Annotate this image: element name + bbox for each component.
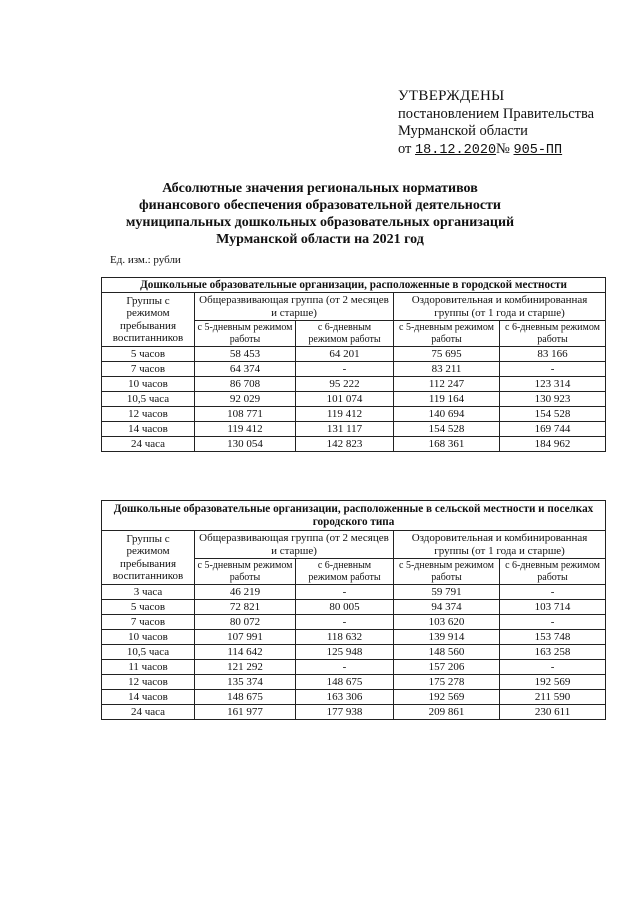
row-duration-cell: 10 часов <box>102 377 195 392</box>
value-cell: 83 211 <box>394 362 500 377</box>
value-cell: 58 453 <box>195 347 296 362</box>
approval-date: 18.12.2020 <box>415 142 497 158</box>
value-cell: 211 590 <box>500 690 606 705</box>
value-cell: 59 791 <box>394 585 500 600</box>
value-cell: 114 642 <box>195 645 296 660</box>
approval-date-line <box>398 141 628 160</box>
row-duration-cell: 10 часов <box>102 630 195 645</box>
five-day-header: с 5-дневным режимом работы <box>394 559 500 585</box>
value-cell: 64 201 <box>296 347 394 362</box>
value-cell: - <box>296 362 394 377</box>
table-row <box>102 600 606 615</box>
table-row <box>102 362 606 377</box>
urban-caption: Дошкольные образовательные организации, расположенные в городской местности <box>102 278 606 293</box>
value-cell: 177 938 <box>296 705 394 720</box>
row-duration-cell: 3 часа <box>102 585 195 600</box>
table-row <box>102 377 606 392</box>
value-cell: 119 412 <box>195 422 296 437</box>
six-day-header: с 6-дневным режимом работы <box>296 559 394 585</box>
value-cell: 130 923 <box>500 392 606 407</box>
five-day-header: с 5-дневным режимом работы <box>394 321 500 347</box>
value-cell: 103 714 <box>500 600 606 615</box>
value-cell: 192 569 <box>500 675 606 690</box>
value-cell: 94 374 <box>394 600 500 615</box>
groups-column-header: Группы с режимом пребывания воспитанников <box>102 531 195 585</box>
value-cell: 168 361 <box>394 437 500 452</box>
value-cell: - <box>500 585 606 600</box>
value-cell: 72 821 <box>195 600 296 615</box>
table-row <box>102 585 606 600</box>
value-cell: - <box>296 615 394 630</box>
row-duration-cell: 5 часов <box>102 600 195 615</box>
value-cell: 86 708 <box>195 377 296 392</box>
table-row <box>102 645 606 660</box>
value-cell: 103 620 <box>394 615 500 630</box>
table-row <box>102 675 606 690</box>
table-row <box>102 392 606 407</box>
table-row <box>102 690 606 705</box>
six-day-header: с 6-дневным режимом работы <box>500 321 606 347</box>
value-cell: 148 675 <box>296 675 394 690</box>
value-cell: 209 861 <box>394 705 500 720</box>
row-duration-cell: 11 часов <box>102 660 195 675</box>
unit-label: Ед. изм.: рубли <box>110 254 181 266</box>
row-duration-cell: 14 часов <box>102 422 195 437</box>
value-cell: 108 771 <box>195 407 296 422</box>
document-heading <box>80 180 560 248</box>
row-duration-cell: 5 часов <box>102 347 195 362</box>
approval-line-2: Мурманской области <box>398 123 528 139</box>
value-cell: 184 962 <box>500 437 606 452</box>
table-row <box>102 422 606 437</box>
health-group-header: Оздоровительная и комбинированная группы (от 1 года и старше) <box>394 531 606 559</box>
row-duration-cell: 7 часов <box>102 615 195 630</box>
value-cell: 75 695 <box>394 347 500 362</box>
six-day-header: с 6-дневным режимом работы <box>296 321 394 347</box>
value-cell: - <box>500 362 606 377</box>
value-cell: 148 560 <box>394 645 500 660</box>
row-duration-cell: 10,5 часа <box>102 645 195 660</box>
value-cell: 153 748 <box>500 630 606 645</box>
groups-column-header: Группы с режимом пребывания воспитанников <box>102 293 195 347</box>
value-cell: 119 412 <box>296 407 394 422</box>
five-day-header: с 5-дневным режимом работы <box>195 321 296 347</box>
value-cell: 163 306 <box>296 690 394 705</box>
approval-line-1: постановлением Правительства <box>398 105 595 122</box>
value-cell: 121 292 <box>195 660 296 675</box>
value-cell: 163 258 <box>500 645 606 660</box>
urban-table <box>101 277 606 452</box>
rural-table-body <box>102 585 606 720</box>
value-cell: 139 914 <box>394 630 500 645</box>
value-cell: 230 611 <box>500 705 606 720</box>
health-group-header: Оздоровительная и комбинированная группы (от 1 года и старше) <box>394 293 606 321</box>
table-row <box>102 437 606 452</box>
table-row <box>102 615 606 630</box>
value-cell: 161 977 <box>195 705 296 720</box>
value-cell: 135 374 <box>195 675 296 690</box>
value-cell: 64 374 <box>195 362 296 377</box>
row-duration-cell: 10,5 часа <box>102 392 195 407</box>
six-day-header: с 6-дневным режимом работы <box>500 559 606 585</box>
row-duration-cell: 7 часов <box>102 362 195 377</box>
value-cell: 125 948 <box>296 645 394 660</box>
value-cell: 169 744 <box>500 422 606 437</box>
heading-line-2: финансового обеспечения образовательной деятельности <box>139 198 501 213</box>
approval-number: 905-ПП <box>513 142 563 158</box>
rural-table <box>101 500 606 720</box>
date-prefix: от <box>398 140 412 157</box>
heading-line-4: Мурманской области на 2021 год <box>216 232 424 247</box>
value-cell: 175 278 <box>394 675 500 690</box>
urban-table-body <box>102 347 606 452</box>
value-cell: - <box>296 585 394 600</box>
general-group-header: Общеразвивающая группа (от 2 месяцев и старше) <box>195 531 394 559</box>
value-cell: 95 222 <box>296 377 394 392</box>
value-cell: 130 054 <box>195 437 296 452</box>
approval-stamp <box>398 88 628 159</box>
value-cell: 123 314 <box>500 377 606 392</box>
number-prefix: № <box>496 140 510 157</box>
row-duration-cell: 12 часов <box>102 675 195 690</box>
heading-line-1: Абсолютные значения региональных нормативов <box>162 181 478 196</box>
value-cell: 112 247 <box>394 377 500 392</box>
row-duration-cell: 14 часов <box>102 690 195 705</box>
value-cell: - <box>296 660 394 675</box>
table-row <box>102 660 606 675</box>
value-cell: 131 117 <box>296 422 394 437</box>
row-duration-cell: 24 часа <box>102 705 195 720</box>
value-cell: 148 675 <box>195 690 296 705</box>
value-cell: 142 823 <box>296 437 394 452</box>
value-cell: 192 569 <box>394 690 500 705</box>
value-cell: 118 632 <box>296 630 394 645</box>
value-cell: 46 219 <box>195 585 296 600</box>
value-cell: 119 164 <box>394 392 500 407</box>
heading-line-3: муниципальных дошкольных образовательных организаций <box>125 215 515 230</box>
approval-title: УТВЕРЖДЕНЫ <box>398 88 505 104</box>
value-cell: 154 528 <box>500 407 606 422</box>
value-cell: - <box>500 660 606 675</box>
five-day-header: с 5-дневным режимом работы <box>195 559 296 585</box>
value-cell: 101 074 <box>296 392 394 407</box>
value-cell: 83 166 <box>500 347 606 362</box>
general-group-header: Общеразвивающая группа (от 2 месяцев и старше) <box>195 293 394 321</box>
value-cell: 140 694 <box>394 407 500 422</box>
table-row <box>102 407 606 422</box>
value-cell: 157 206 <box>394 660 500 675</box>
value-cell: 92 029 <box>195 392 296 407</box>
value-cell: - <box>500 615 606 630</box>
rural-caption: Дошкольные образовательные организации, расположенные в сельской местности и поселках городского типа <box>102 501 606 531</box>
table-row <box>102 630 606 645</box>
row-duration-cell: 12 часов <box>102 407 195 422</box>
value-cell: 80 072 <box>195 615 296 630</box>
value-cell: 107 991 <box>195 630 296 645</box>
value-cell: 154 528 <box>394 422 500 437</box>
table-row <box>102 705 606 720</box>
table-row <box>102 347 606 362</box>
row-duration-cell: 24 часа <box>102 437 195 452</box>
value-cell: 80 005 <box>296 600 394 615</box>
